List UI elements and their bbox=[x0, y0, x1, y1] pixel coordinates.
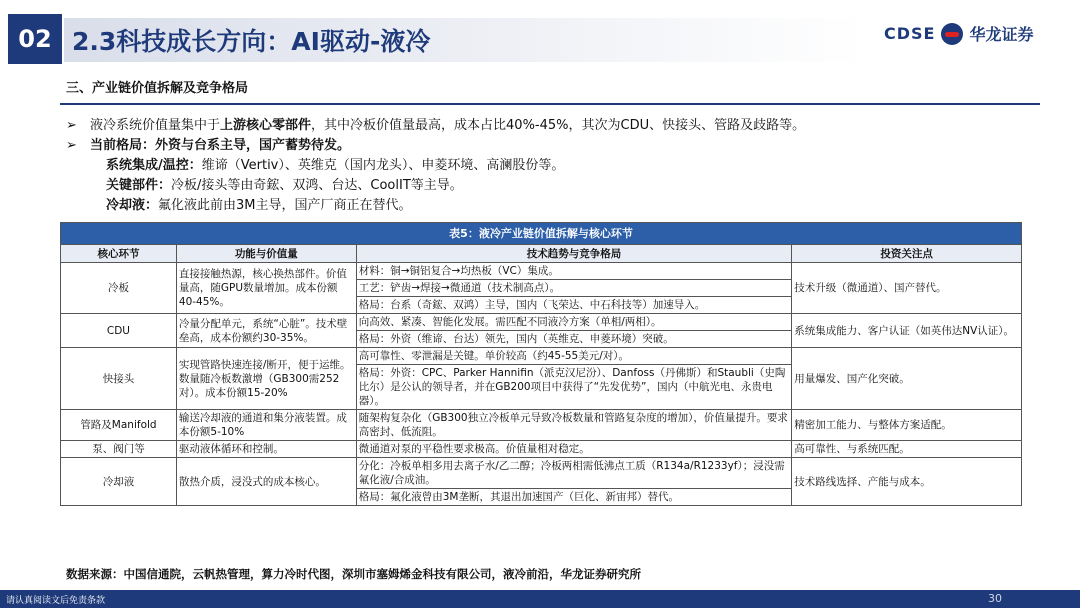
table-row bbox=[61, 348, 1022, 365]
focus-cell: 技术升级（微通道）、国产替代。 bbox=[792, 263, 1022, 314]
segment-cell: 泵、阀门等 bbox=[61, 441, 177, 458]
trend-cell: 随架构复杂化（GB300独立冷板单元导致冷板数量和管路复杂度的增加），价值量提升。要求高密封、低流阻。 bbox=[356, 410, 792, 441]
table-row bbox=[61, 441, 1022, 458]
trend-cell: 格局：台系（奇鋐、双鸿）主导，国内（飞荣达、中石科技等）加速导入。 bbox=[356, 297, 792, 314]
focus-cell: 系统集成能力、客户认证（如英伟达NV认证）。 bbox=[792, 314, 1022, 348]
trend-cell: 高可靠性、零泄漏是关键。单价较高（约45-55美元/对）。 bbox=[356, 348, 792, 365]
table-caption: 表5：液冷产业链价值拆解与核心环节 bbox=[61, 223, 1022, 245]
segment-cell: CDU bbox=[61, 314, 177, 348]
table-row bbox=[61, 263, 1022, 280]
focus-cell: 精密加工能力、与整体方案适配。 bbox=[792, 410, 1022, 441]
function-cell: 散热介质，浸没式的成本核心。 bbox=[176, 458, 356, 506]
segment-cell: 管路及Manifold bbox=[61, 410, 177, 441]
function-cell: 实现管路快速连接/断开，便于运维。数量随冷板数激增（GB300需252对）。成本份额15-20% bbox=[176, 348, 356, 410]
table-header-cell: 技术趋势与竞争格局 bbox=[356, 245, 792, 263]
sub-bullet-3-label: 冷却液： bbox=[106, 198, 159, 213]
title-bar bbox=[64, 18, 864, 62]
segment-cell: 冷却液 bbox=[61, 458, 177, 506]
focus-cell: 用量爆发、国产化突破。 bbox=[792, 348, 1022, 410]
sub-bullet-2-text: 冷板/接头等由奇鋐、双鸿、台达、CoolIT等主导。 bbox=[171, 178, 463, 193]
section-heading: 三、产业链价值拆解及竞争格局 bbox=[66, 81, 249, 96]
sub-bullet-3-text: 氟化液此前由3M主导，国产厂商正在替代。 bbox=[158, 198, 412, 213]
page-number: 30 bbox=[988, 592, 1002, 605]
function-cell: 驱动液体循环和控制。 bbox=[176, 441, 356, 458]
segment-cell: 冷板 bbox=[61, 263, 177, 314]
bullet-2 bbox=[66, 136, 1036, 156]
table-row bbox=[61, 314, 1022, 331]
focus-cell: 技术路线选择、产能与成本。 bbox=[792, 458, 1022, 506]
table-header-row bbox=[61, 245, 1022, 263]
trend-cell: 分化：冷板单相多用去离子水/乙二醇；冷板两相需低沸点工质（R134a/R1233yf）；浸没需氟化液/合成油。 bbox=[356, 458, 792, 489]
trend-cell: 微通道对泵的平稳性要求极高。价值量相对稳定。 bbox=[356, 441, 792, 458]
data-source-note: 数据来源：中国信通院，云帆热管理，算力冷时代图，深圳市塞姆烯金科技有限公司，液冷前沿，华龙证券研究所 bbox=[66, 567, 641, 581]
bullet-1 bbox=[66, 116, 1036, 136]
sub-bullet-1-label: 系统集成/温控： bbox=[106, 158, 202, 173]
bullet-2-text: 当前格局：外资与台系主导，国产蓄势待发。 bbox=[90, 138, 351, 153]
bullet-1-suffix: ，其中冷板价值量最高，成本占比40%-45%，其次为CDU、快接头、管路及歧路等。 bbox=[311, 118, 806, 133]
segment-cell: 快接头 bbox=[61, 348, 177, 410]
table-header-cell: 功能与价值量 bbox=[176, 245, 356, 263]
table-row bbox=[61, 410, 1022, 441]
footer-bar bbox=[0, 590, 1080, 608]
dragon-logo-icon bbox=[941, 23, 963, 45]
table-header-cell: 核心环节 bbox=[61, 245, 177, 263]
disclaimer-note: 请认真阅读文后免责条款 bbox=[6, 596, 106, 606]
function-cell: 输送冷却液的通道和集分液装置。成本份额5-10% bbox=[176, 410, 356, 441]
function-cell: 冷量分配单元，系统“心脏”。技术壁垒高，成本份额约30-35%。 bbox=[176, 314, 356, 348]
trend-cell: 格局：外资（维谛、台达）领先，国内（英维克、申菱环境）突破。 bbox=[356, 331, 792, 348]
brand-logo bbox=[884, 22, 1034, 45]
bullet-arrow-icon: ➢ bbox=[66, 118, 77, 133]
sub-bullet-3 bbox=[66, 196, 1036, 216]
bullet-1-bold: 上游核心零部件 bbox=[220, 118, 312, 133]
slide-header bbox=[0, 0, 1080, 70]
trend-cell: 格局：氟化液曾由3M垄断，其退出加速国产（巨化、新宙邦）替代。 bbox=[356, 489, 792, 506]
sub-bullet-1-text: 维谛（Vertiv）、英维克（国内龙头）、申菱环境、高澜股份等。 bbox=[201, 158, 565, 173]
bullet-list bbox=[66, 116, 1036, 216]
trend-cell: 格局：外资：CPC、Parker Hannifin（派克汉尼汾）、Danfoss（丹佛斯）和Staubli（史陶比尔）是公认的领导者，并在GB200项目中获得了“先发优势”，国内（中航光电、永贵电器）。 bbox=[356, 365, 792, 410]
trend-cell: 材料：铜→铜铝复合→均热板（VC）集成。 bbox=[356, 263, 792, 280]
bullet-1-prefix: 液冷系统价值量集中于 bbox=[90, 118, 221, 133]
page-title: 2.3科技成长方向：AI驱动-液冷 bbox=[72, 27, 431, 56]
logo-latin-text: CDSE bbox=[884, 24, 936, 43]
value-chain-table bbox=[60, 222, 1022, 506]
logo-chinese-text: 华龙证券 bbox=[969, 25, 1034, 44]
sub-bullet-2-label: 关键部件： bbox=[106, 178, 172, 193]
focus-cell: 高可靠性、与系统匹配。 bbox=[792, 441, 1022, 458]
function-cell: 直接接触热源，核心换热部件。价值量高，随GPU数量增加。成本份额40-45%。 bbox=[176, 263, 356, 314]
trend-cell: 向高效、紧凑、智能化发展。需匹配不同液冷方案（单相/两相）。 bbox=[356, 314, 792, 331]
heading-divider bbox=[60, 103, 1040, 105]
section-number-badge: 02 bbox=[8, 14, 62, 64]
sub-bullet-2 bbox=[66, 176, 1036, 196]
table-row bbox=[61, 458, 1022, 489]
trend-cell: 工艺：铲齿→焊接→微通道（技术制高点）。 bbox=[356, 280, 792, 297]
bullet-arrow-icon: ➢ bbox=[66, 138, 77, 153]
sub-bullet-1 bbox=[66, 156, 1036, 176]
table-header-cell: 投资关注点 bbox=[792, 245, 1022, 263]
